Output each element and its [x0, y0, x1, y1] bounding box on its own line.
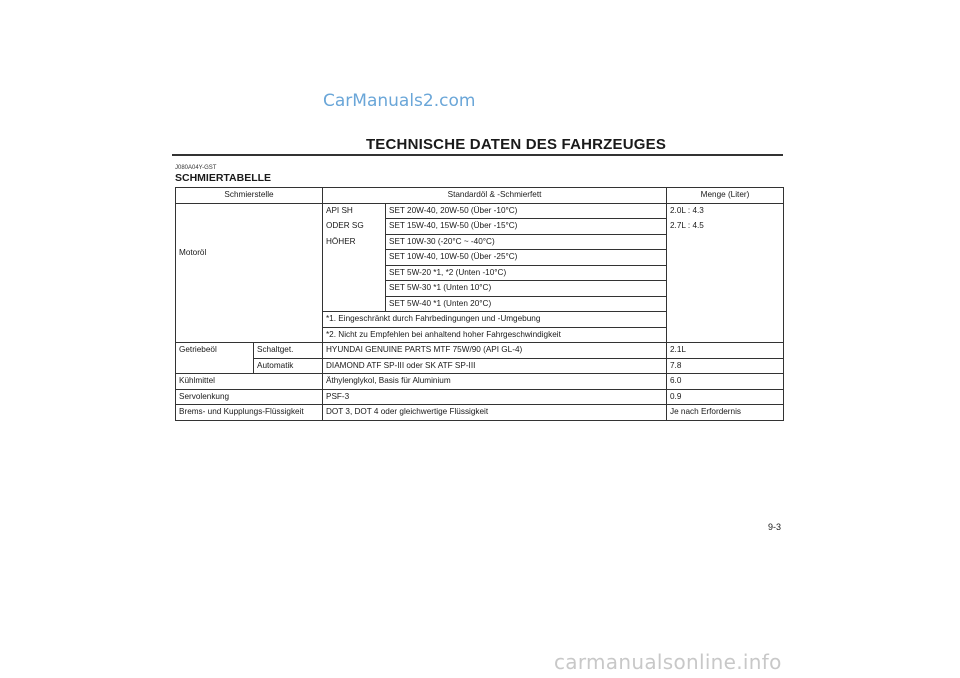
- table-row: [176, 343, 784, 359]
- cell-api: [323, 250, 386, 266]
- section-title: SCHMIERTABELLE: [175, 172, 272, 184]
- watermark-bottom: carmanualsonline.info: [554, 650, 782, 674]
- cell-api: API SH: [323, 203, 386, 219]
- cell-set: SET 20W-40, 20W-50 (Über -10°C): [386, 203, 667, 219]
- cell-menge: [667, 265, 784, 281]
- cell-set: SET 10W-40, 10W-50 (Über -25°C): [386, 250, 667, 266]
- cell-menge: [667, 281, 784, 297]
- table-header-row: [176, 188, 784, 204]
- cell-label: Servolenkung: [176, 389, 323, 405]
- header-schmierstelle: Schmierstelle: [176, 188, 323, 204]
- cell-note: *1. Eingeschränkt durch Fahrbedingungen und -Umgebung: [323, 312, 667, 328]
- cell-menge: 2.0L : 4.3: [667, 203, 784, 219]
- cell-menge: 2.7L : 4.5: [667, 219, 784, 235]
- table-row: [176, 374, 784, 390]
- cell-menge: Je nach Erfordernis: [667, 405, 784, 421]
- cell-set: SET 5W-40 *1 (Unten 20°C): [386, 296, 667, 312]
- cell-oil: DIAMOND ATF SP-III oder SK ATF SP-III: [323, 358, 667, 374]
- cell-menge: 7.8: [667, 358, 784, 374]
- cell-schaltget: Schaltget.: [254, 343, 323, 359]
- header-standardoel: Standardöl & -Schmierfett: [323, 188, 667, 204]
- table-row: [176, 203, 784, 219]
- cell-label: Kühlmittel: [176, 374, 323, 390]
- cell-menge: [667, 234, 784, 250]
- cell-menge: [667, 327, 784, 343]
- page-title: TECHNISCHE DATEN DES FAHRZEUGES: [365, 136, 667, 153]
- cell-oil: HYUNDAI GENUINE PARTS MTF 75W/90 (API GL-4): [323, 343, 667, 359]
- cell-motoroel: Motoröl: [176, 203, 323, 343]
- cell-api: [323, 281, 386, 297]
- lubrication-table: [175, 187, 784, 421]
- cell-oil: Äthylenglykol, Basis für Aluminium: [323, 374, 667, 390]
- cell-menge: [667, 296, 784, 312]
- cell-oil: PSF-3: [323, 389, 667, 405]
- cell-menge: 0.9: [667, 389, 784, 405]
- title-rule: [172, 154, 783, 156]
- table-row: [176, 358, 784, 374]
- cell-menge: 6.0: [667, 374, 784, 390]
- cell-api: [323, 265, 386, 281]
- cell-set: SET 5W-30 *1 (Unten 10°C): [386, 281, 667, 297]
- cell-api: HÖHER: [323, 234, 386, 250]
- cell-menge: [667, 312, 784, 328]
- table-row: [176, 405, 784, 421]
- cell-automatik: Automatik: [254, 358, 323, 374]
- section-code: J080A04Y-GST: [175, 165, 217, 171]
- cell-set: SET 5W-20 *1, *2 (Unten -10°C): [386, 265, 667, 281]
- cell-api: ODER SG: [323, 219, 386, 235]
- cell-set: SET 15W-40, 15W-50 (Über -15°C): [386, 219, 667, 235]
- cell-note: *2. Nicht zu Empfehlen bei anhaltend hoher Fahrgeschwindigkeit: [323, 327, 667, 343]
- page-number: 9-3: [768, 522, 782, 532]
- header-menge: Menge (Liter): [667, 188, 784, 204]
- cell-oil: DOT 3, DOT 4 oder gleichwertige Flüssigkeit: [323, 405, 667, 421]
- cell-menge: [667, 250, 784, 266]
- cell-set: SET 10W-30 (-20°C ~ -40°C): [386, 234, 667, 250]
- table-row: [176, 389, 784, 405]
- cell-getriebe: Getriebeöl: [176, 343, 254, 359]
- cell-getriebe-empty: [176, 358, 254, 374]
- cell-label: Brems- und Kupplungs-Flüssigkeit: [176, 405, 323, 421]
- cell-api: [323, 296, 386, 312]
- watermark-top: CarManuals2.com: [323, 91, 476, 111]
- cell-menge: 2.1L: [667, 343, 784, 359]
